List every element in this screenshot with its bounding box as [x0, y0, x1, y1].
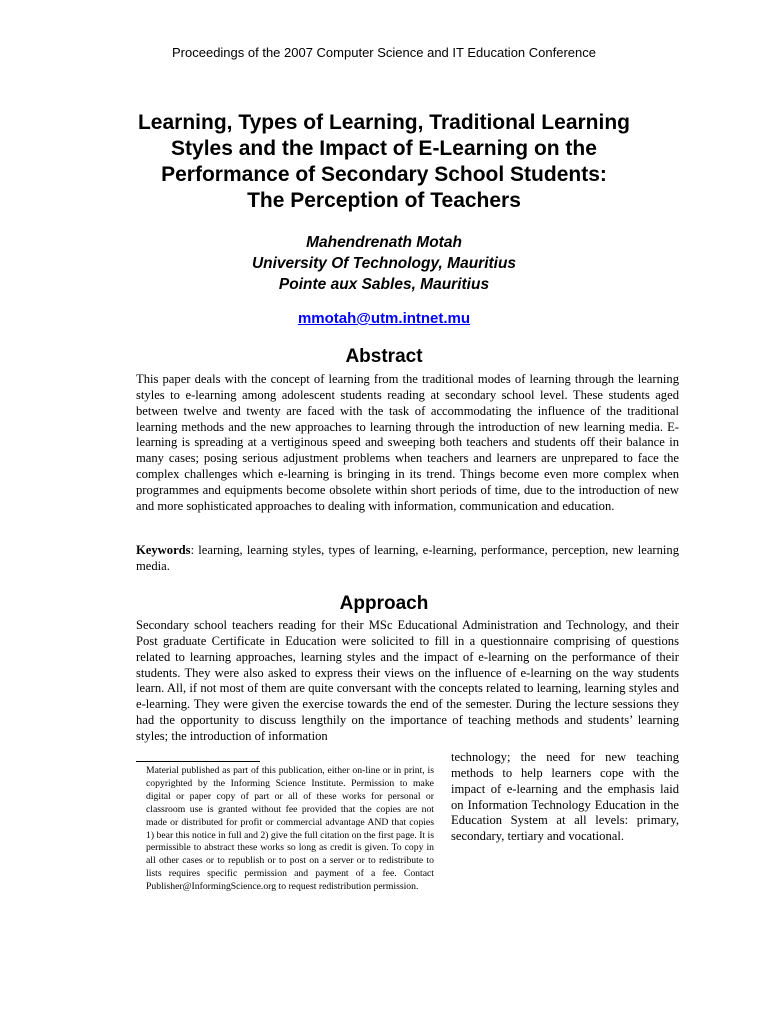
running-header: Proceedings of the 2007 Computer Science and IT Education Conference: [172, 45, 596, 60]
approach-heading: Approach: [339, 593, 429, 614]
approach-text-continued: technology; the need for new teaching methods to help learners cope with the impact of e-learning and the emphasis laid on Information Technology Education in the Education System at all levels: primary, secondary, tertiary and vocational.: [451, 750, 679, 844]
paper-title: [110, 110, 658, 214]
keywords-list: : learning, learning styles, types of learning, e-learning, performance, perception, new learning media.: [136, 543, 679, 573]
copyright-footnote: Material published as part of this publication, either on-line or in print, is copyrighted by the Informing Science Institute. Permission to make digital or paper copy of part or all of these works for personal or classroom use is granted without fee provided that the copies are not made or distributed for profit or commercial advantage AND that copies 1) bear this notice in full and 2) give the full citation on the first page. It is permissible to abstract these works so long as credit is given. To copy in all other cases or to republish or to post on a server or to redistribute to lists requires specific permission and payment of a fee. Contact Publisher@InformingScience.org to request redistribution permission.: [146, 765, 434, 893]
author-email: [0, 309, 768, 329]
footnote-divider: [136, 761, 260, 762]
keywords-label: Keywords: [136, 543, 191, 557]
title-line: Styles and the Impact of E-Learning on the: [171, 137, 597, 160]
title-line: Performance of Secondary School Students:: [161, 163, 607, 186]
approach-text: [136, 618, 679, 745]
abstract-text: [136, 372, 679, 515]
author-name: Mahendrenath Motah: [306, 234, 462, 251]
author-location: Pointe aux Sables, Mauritius: [278, 276, 490, 293]
title-line: The Perception of Teachers: [247, 189, 521, 212]
author-block: [110, 232, 658, 295]
title-line: Learning, Types of Learning, Traditional Learning: [137, 111, 630, 134]
abstract-paragraph: This paper deals with the concept of learning from the traditional modes of learning through the learning styles to e-learning among adolescent students reading at secondary school level. These students aged between twelve and twenty are faced with the task of accommodating the influence of the traditional learning methods and the new approaches to learning through the introduction of new learning media. E-learning is spreading at a vertiginous speed and sweeping both teachers and students off their balance in many cases; posing serious adjustment problems when teachers and learners are unprepared to face the complex challenges which e-learning is bringing in its trend. Things become even more complex when programmes and equipments become obsolete within short periods of time, due to the introduction of new and more sophisticated approaches to dealing with information, communication and education.: [136, 372, 679, 513]
email-link[interactable]: mmotah@utm.intnet.mu: [297, 310, 471, 327]
abstract-heading: Abstract: [345, 346, 423, 367]
approach-paragraph: Secondary school teachers reading for their MSc Educational Administration and Technology, and their Post graduate Certificate in Education were solicited to fill in a questionnaire comprising of questions related to learning approaches, learning styles and the impact of e-learning on the performance of their students. They were also asked to express their views on the influence of e-learning on the way students learn. All, if not most of them are quite conversant with the concepts related to learning, learning styles and e-learning. They were given the exercise towards the end of the semester. During the lecture sessions they had the opportunity to discuss lengthily on the importance of teaching methods and students’ learning styles; the introduction of information: [136, 618, 679, 743]
keywords: [136, 543, 679, 575]
author-affiliation: University Of Technology, Mauritius: [251, 255, 517, 272]
